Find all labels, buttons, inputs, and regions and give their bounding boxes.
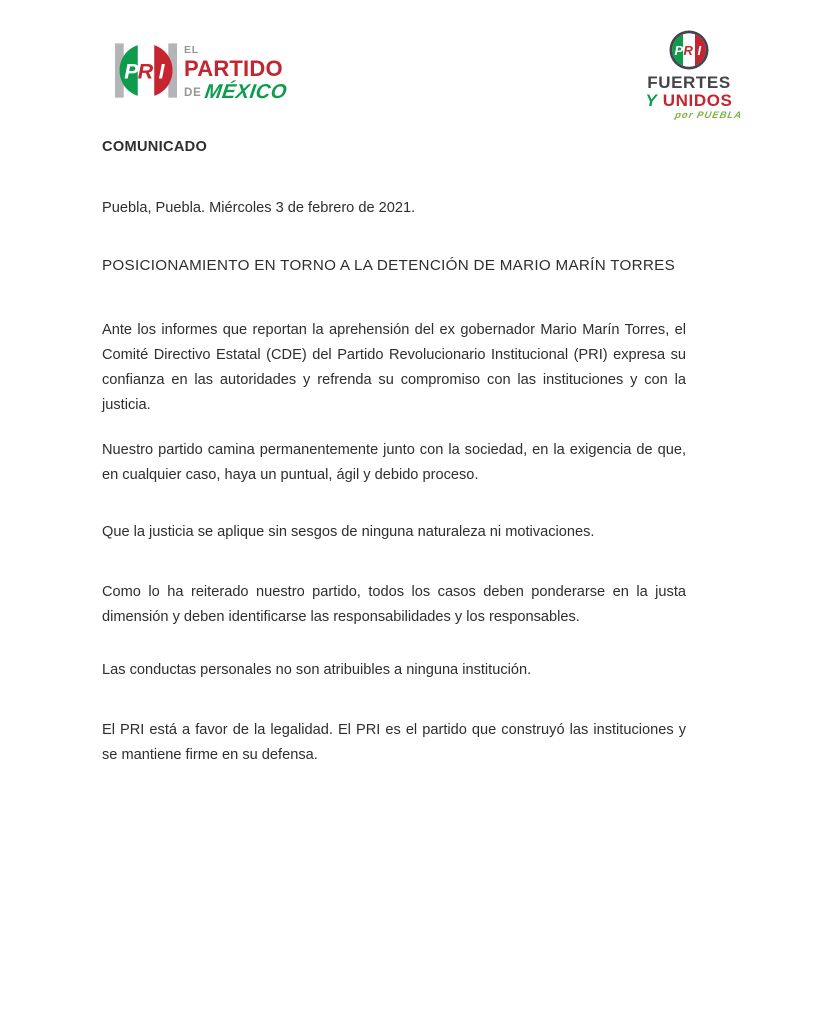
slogan-unidos: UNIDOS <box>662 91 733 110</box>
body-paragraph: Como lo ha reiterado nuestro partido, todos los casos deben ponderarse en la justa dimensión y deben identificarse las responsabilidades y los responsables. <box>102 584 686 625</box>
wordmark-de: DE <box>184 87 202 99</box>
body-paragraph: Las conductas personales no son atribuibles a ninguna institución. <box>102 662 532 678</box>
headline: POSICIONAMIENTO EN TORNO A LA DETENCIÓN DE MARIO MARÍN TORRES <box>102 257 676 274</box>
pri-flag-emblem-icon <box>115 42 177 99</box>
fuertes-y-unidos-puebla-logo <box>626 30 752 121</box>
pri-letter-r: R <box>683 43 693 58</box>
pri-letter-p: P <box>674 43 684 58</box>
slogan-y-unidos <box>646 92 733 109</box>
slogan-fuertes: FUERTES <box>647 73 731 92</box>
body-paragraph: Que la justicia se aplique sin sesgos de ninguna naturaleza ni motivaciones. <box>102 524 595 540</box>
pri-letter-i: I <box>697 43 702 58</box>
wordmark-partido: PARTIDO <box>184 55 283 81</box>
dateline: Puebla, Puebla. Miércoles 3 de febrero de 2021. <box>102 200 416 216</box>
wordmark-mexico: MÉXICO <box>203 80 289 103</box>
pri-letter-r: R <box>137 59 154 84</box>
press-release-body <box>102 135 686 768</box>
pri-letter-i: I <box>158 59 165 84</box>
pri-wordmark <box>184 42 289 103</box>
body-paragraph: Ante los informes que reportan la aprehensión del ex gobernador Mario Marín Torres, el Comité Directivo Estatal (CDE) del Partido Revolucionario Institucional (PRI) expresa su confianza en las autoridades y refrenda su compromiso con las instituciones y con la justicia. <box>102 322 686 413</box>
body-paragraph: Nuestro partido camina permanentemente junto con la sociedad, en la exigencia de que, en cualquier caso, haya un puntual, ágil y debido proceso. <box>102 442 686 483</box>
comunicado-label: COMUNICADO <box>102 139 208 155</box>
slogan-por-puebla: por PUEBLA <box>674 110 744 121</box>
pri-partido-de-mexico-logo <box>115 42 289 103</box>
pri-letter-p: P <box>124 59 139 84</box>
slogan-y: Y <box>645 91 658 110</box>
wordmark-el: EL <box>184 44 200 56</box>
body-paragraph: El PRI está a favor de la legalidad. El PRI es el partido que construyó las instituciones y se mantiene firme en su defensa. <box>102 722 686 763</box>
pri-circle-emblem-icon <box>669 30 709 70</box>
